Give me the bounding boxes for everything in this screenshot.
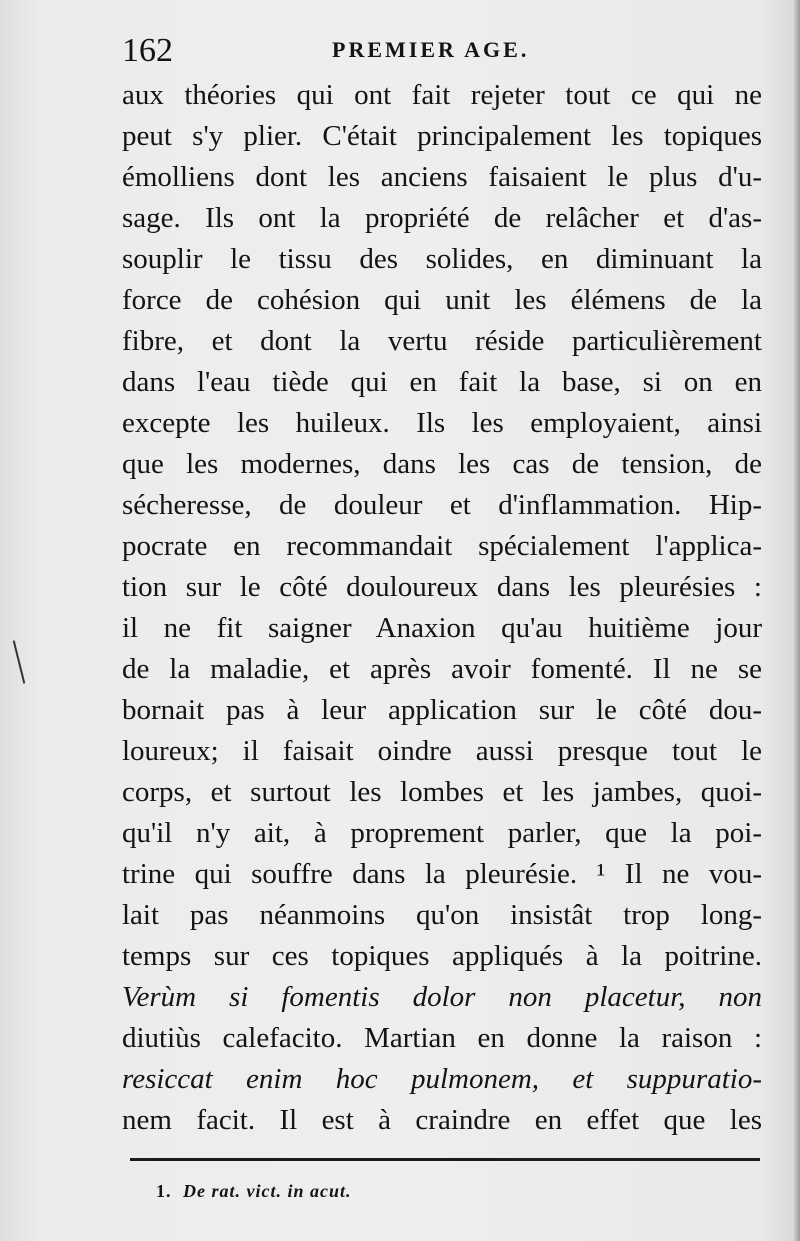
latin-quote-line: Verùm si fomentis dolor non placetur, non	[122, 981, 762, 1013]
text-line: émolliens dont les anciens faisaient le plus d'u-	[122, 161, 762, 193]
text-line: lait pas néanmoins qu'on insistât trop long-	[122, 899, 762, 931]
latin-quote-line: resiccat enim hoc pulmonem, et suppuratio-	[122, 1063, 762, 1095]
text-line: qu'il n'y ait, à proprement parler, que la poi-	[122, 817, 762, 849]
text-line: peut s'y plier. C'était principalement les topiques	[122, 120, 762, 152]
text-line: souplir le tissu des solides, en diminuant la	[122, 243, 762, 275]
text-line: il ne fit saigner Anaxion qu'au huitième jour	[122, 612, 762, 644]
page-edge-shadow	[794, 0, 800, 1241]
text-line: que les modernes, dans les cas de tension, de	[122, 448, 762, 480]
text-line: temps sur ces topiques appliqués à la poitrine.	[122, 940, 762, 972]
text-line: dans l'eau tiède qui en fait la base, si on en	[122, 366, 762, 398]
text-line: fibre, et dont la vertu réside particulièrement	[122, 325, 762, 357]
page-number: 162	[122, 32, 173, 69]
text-line: bornait pas à leur application sur le côté dou-	[122, 694, 762, 726]
running-head: PREMIER AGE.	[332, 37, 530, 62]
text-line: trine qui souffre dans la pleurésie. ¹ Il ne vou-	[122, 858, 762, 890]
text-line: excepte les huileux. Ils les employaient, ainsi	[122, 407, 762, 439]
margin-pencil-mark	[13, 640, 26, 683]
footnote	[156, 1181, 352, 1202]
body-text	[122, 75, 762, 1141]
page-header	[122, 26, 762, 76]
text-line: tion sur le côté douloureux dans les pleurésies :	[122, 571, 762, 603]
text-line: sécheresse, de douleur et d'inflammation. Hip-	[122, 489, 762, 521]
text-line: aux théories qui ont fait rejeter tout ce qui ne	[122, 79, 762, 111]
text-line: diutiùs calefacito. Martian en donne la raison :	[122, 1022, 762, 1054]
text-line: corps, et surtout les lombes et les jambes, quoi-	[122, 776, 762, 808]
footnote-rule	[130, 1158, 760, 1161]
text-line: loureux; il faisait oindre aussi presque tout le	[122, 735, 762, 767]
text-line: sage. Ils ont la propriété de relâcher et d'as-	[122, 202, 762, 234]
footnote-text: De rat. vict. in acut.	[183, 1181, 352, 1201]
text-line: pocrate en recommandait spécialement l'applica-	[122, 530, 762, 562]
text-line: nem facit. Il est à craindre en effet que les	[122, 1104, 762, 1136]
footnote-number: 1.	[156, 1181, 172, 1201]
text-line: de la maladie, et après avoir fomenté. Il ne se	[122, 653, 762, 685]
text-line: force de cohésion qui unit les élémens de la	[122, 284, 762, 316]
